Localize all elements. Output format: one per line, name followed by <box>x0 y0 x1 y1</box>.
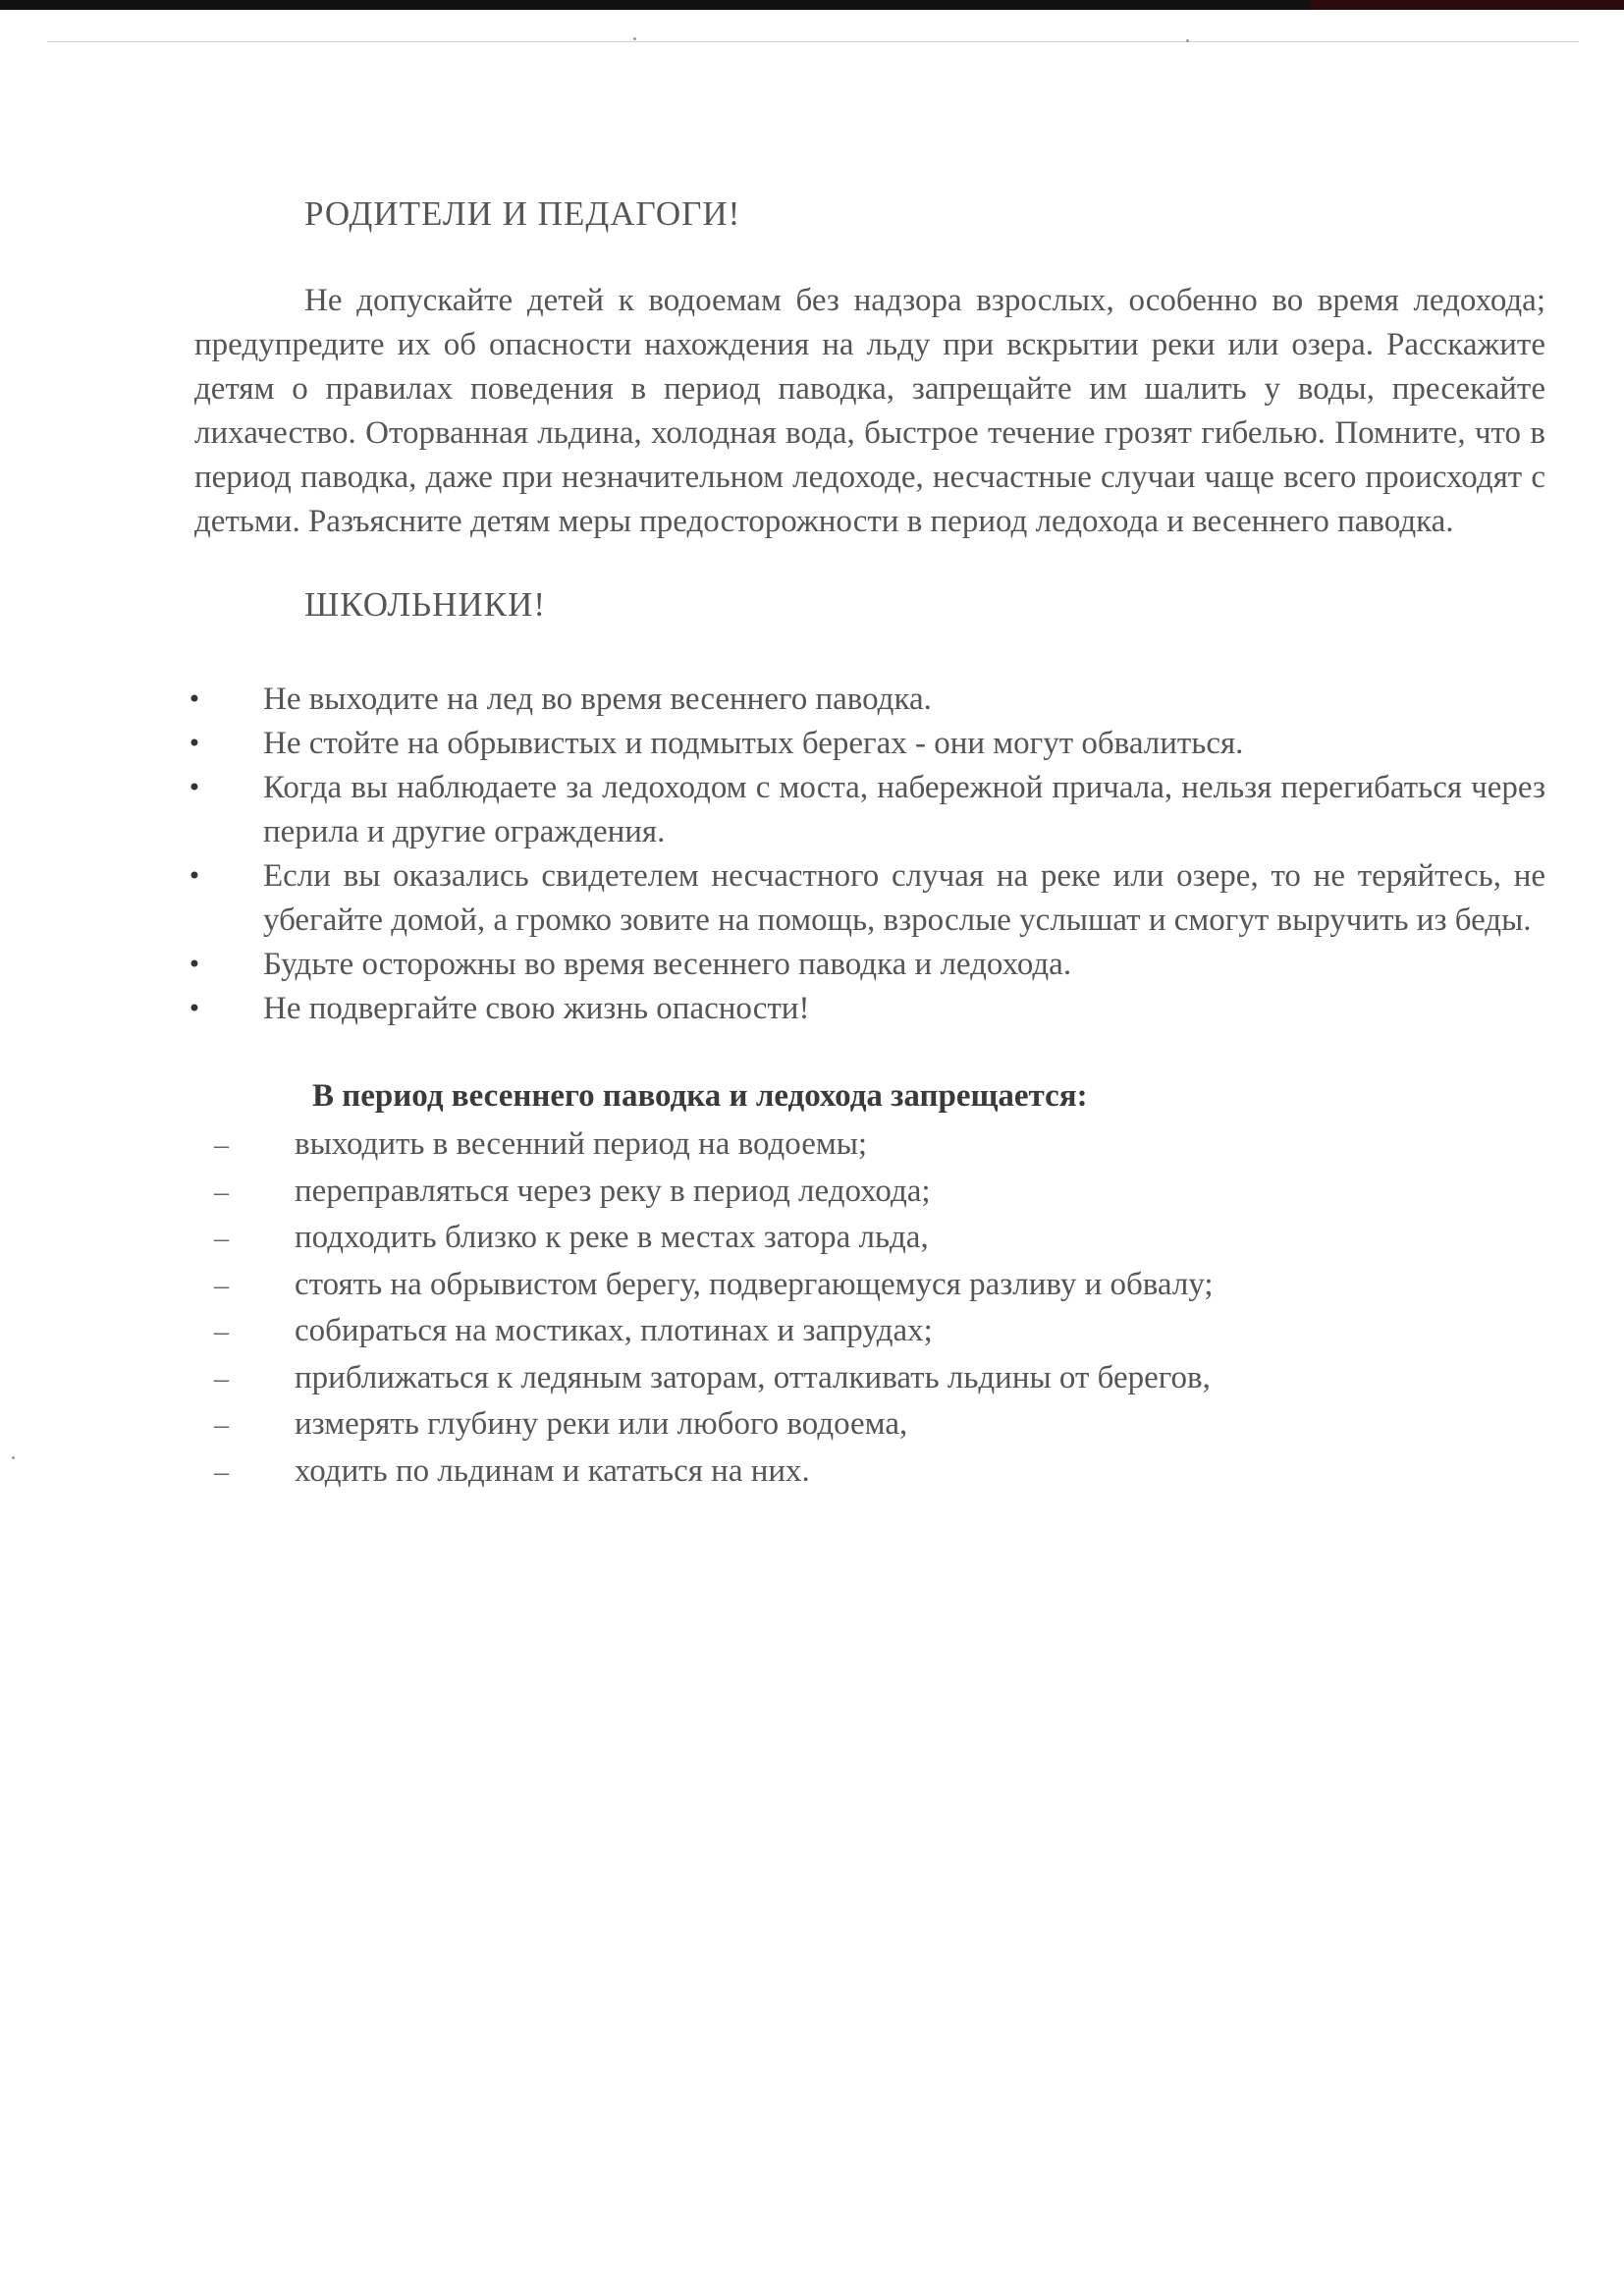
bullet-icon: • <box>187 685 202 713</box>
dash-icon: – <box>214 1361 229 1394</box>
list-item <box>194 1169 1545 1216</box>
bullet-icon: • <box>187 951 202 978</box>
list-item <box>187 943 1545 987</box>
dash-icon: – <box>214 1408 229 1441</box>
dash-icon: – <box>214 1315 229 1347</box>
dash-icon: – <box>214 1175 229 1208</box>
scan-speck <box>12 1456 15 1459</box>
bullet-icon: • <box>187 730 202 757</box>
list-item-text: измерять глубину реки или любого водоема, <box>295 1406 908 1442</box>
parents-teachers-heading: РОДИТЕЛИ И ПЕДАГОГИ! <box>304 194 741 233</box>
list-item <box>194 1401 1545 1449</box>
list-item-text: Не выходите на лед во время весеннего паводка. <box>263 682 932 717</box>
list-item <box>187 987 1545 1031</box>
prohibited-heading: В период весеннего паводка и ледохода запрещается: <box>312 1078 1088 1114</box>
list-item-text: выходить в весенний период на водоемы; <box>295 1126 868 1162</box>
scan-speck <box>633 37 636 40</box>
scan-top-edge <box>0 0 1624 10</box>
list-item-text: стоять на обрывистом берегу, подвергающемуся разливу и обвалу; <box>295 1266 1214 1302</box>
prohibited-list <box>194 1121 1545 1495</box>
dash-icon: – <box>214 1454 229 1488</box>
list-item-text: переправляться через реку в период ледохода; <box>295 1173 931 1209</box>
list-item <box>194 1308 1545 1355</box>
list-item-text: Не стойте на обрывистых и подмытых берегах - они могут обвалиться. <box>263 726 1244 761</box>
list-item-text: ходить по льдинам и кататься на них. <box>295 1452 810 1489</box>
list-item <box>194 1262 1545 1309</box>
list-item <box>187 722 1545 766</box>
list-item <box>194 1449 1545 1496</box>
list-item <box>187 678 1545 722</box>
list-item <box>187 766 1545 854</box>
list-item <box>194 1355 1545 1402</box>
list-item-text: Если вы оказались свидетелем несчастного случая на реке или озере, то не теряйтесь, не убегайте домой, а громко зовите на помощь, взрослые услышат и смогут выручить из беды. <box>263 858 1545 938</box>
dash-icon: – <box>214 1128 229 1161</box>
list-item-text: подходить близко к реке в местах затора льда, <box>295 1220 929 1255</box>
scan-rule-line <box>47 41 1579 42</box>
list-item-text: Когда вы наблюдаете за ледоходом с моста, набережной причала, нельзя перегибаться через перила и другие ограждения. <box>263 770 1545 849</box>
list-item-text: Не подвергайте свою жизнь опасности! <box>263 991 810 1026</box>
list-item <box>187 854 1545 943</box>
list-item-text: Будьте осторожны во время весеннего паводка и ледохода. <box>263 947 1072 982</box>
list-item <box>194 1215 1545 1262</box>
list-item-text: приближаться к ледяным заторам, отталкивать льдины от берегов, <box>295 1359 1211 1395</box>
document-page <box>187 192 1545 1495</box>
schoolchildren-list <box>187 678 1545 1031</box>
scan-speck <box>1186 39 1189 42</box>
dash-icon: – <box>214 1222 229 1254</box>
list-item <box>194 1121 1545 1169</box>
bullet-icon: • <box>187 995 202 1022</box>
bullet-icon: • <box>187 774 202 801</box>
bullet-icon: • <box>187 862 202 890</box>
list-item-text: собираться на мостиках, плотинах и запрудах; <box>295 1313 933 1348</box>
dash-icon: – <box>214 1268 229 1301</box>
parents-teachers-paragraph: Не допускайте детей к водоемам без надзора взрослых, особенно во время ледохода; предупредите их об опасности нахождения на льду при вскрытии реки или озера. Расскажите детям о правилах поведения в период паводка, запрещайте им шалить у воды, пресекайте лихачество. Оторванная льдина, холодная вода, быстрое течение грозят гибелью. Помните, что в период паводка, даже при незначительном ледоходе, несчастные случаи чаще всего происходят с детьми. Разъясните детям меры предосторожности в период ледохода и весеннего паводка. <box>194 283 1545 539</box>
schoolchildren-heading: ШКОЛЬНИКИ! <box>304 585 546 624</box>
